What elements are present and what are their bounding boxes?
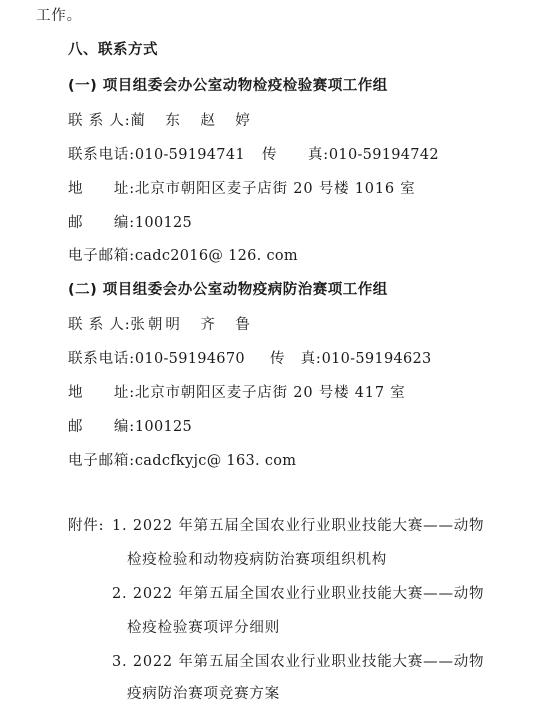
postcode-label: 邮 编: [68,419,135,435]
postcode-value: 100125 [134,215,193,231]
group2-fax-row [270,349,432,369]
fax-label: 传 真: [262,147,329,163]
group1-contact-row [68,111,253,131]
postcode-value: 100125 [134,419,193,435]
phone-value: 010-59194741 [134,147,245,163]
group1-heading: (一) 项目组委会办公室动物检疫检验赛项工作组 [68,78,388,94]
attachments-label: 附件: [68,518,105,534]
email-value: cadcfkyjc@ 163. com [134,453,297,469]
fax-value: 010-59194742 [328,147,439,163]
fax-label: 传 真: [270,351,322,367]
email-value: cadc2016@ 126. com [134,248,298,264]
email-label: 电子邮箱: [68,248,135,264]
group2-heading: (二) 项目组委会办公室动物疫病防治赛项工作组 [68,282,388,298]
attachment-3-line2: 疫病防治赛项竞赛方案 [127,686,280,702]
postcode-label: 邮 编: [68,215,135,231]
email-label: 电子邮箱: [68,453,135,469]
group1-email-row [68,246,298,266]
phone-label: 联系电话: [68,147,135,163]
fax-value: 010-59194623 [321,351,432,367]
address-label: 地 址: [68,181,135,197]
phone-label: 联系电话: [68,351,135,367]
top-fragment: 工作。 [36,8,82,24]
attachment-2-line2: 检疫检验赛项评分细则 [127,620,280,636]
contact-label: 联 系 人: [68,113,131,129]
group1-postcode-row [68,213,192,233]
contact-value: 蔺 东 赵 婷 [130,113,253,129]
address-value: 北京市朝阳区麦子店街 20 号楼 1016 室 [134,181,416,197]
group1-address-row [68,179,416,199]
contact-label: 联 系 人: [68,317,131,333]
address-label: 地 址: [68,385,135,401]
attachment-1-line1: 1. 2022 年第五届全国农业行业职业技能大赛——动物 [112,518,485,534]
group2-postcode-row [68,417,192,437]
group1-fax-row [262,145,439,165]
attachment-1-line2: 检疫检验和动物疫病防治赛项组织机构 [127,552,388,568]
section-heading-contact: 八、联系方式 [68,42,158,58]
group2-contact-row [68,315,253,335]
phone-value: 010-59194670 [134,351,245,367]
attachment-3-line1: 3. 2022 年第五届全国农业行业职业技能大赛——动物 [112,654,485,670]
group2-email-row [68,451,296,471]
group2-phone-row [68,349,245,369]
address-value: 北京市朝阳区麦子店街 20 号楼 417 室 [134,385,406,401]
attachment-2-line1: 2. 2022 年第五届全国农业行业职业技能大赛——动物 [112,586,485,602]
contact-value: 张朝明 齐 鲁 [130,317,253,333]
group1-phone-row [68,145,245,165]
group2-address-row [68,383,406,403]
